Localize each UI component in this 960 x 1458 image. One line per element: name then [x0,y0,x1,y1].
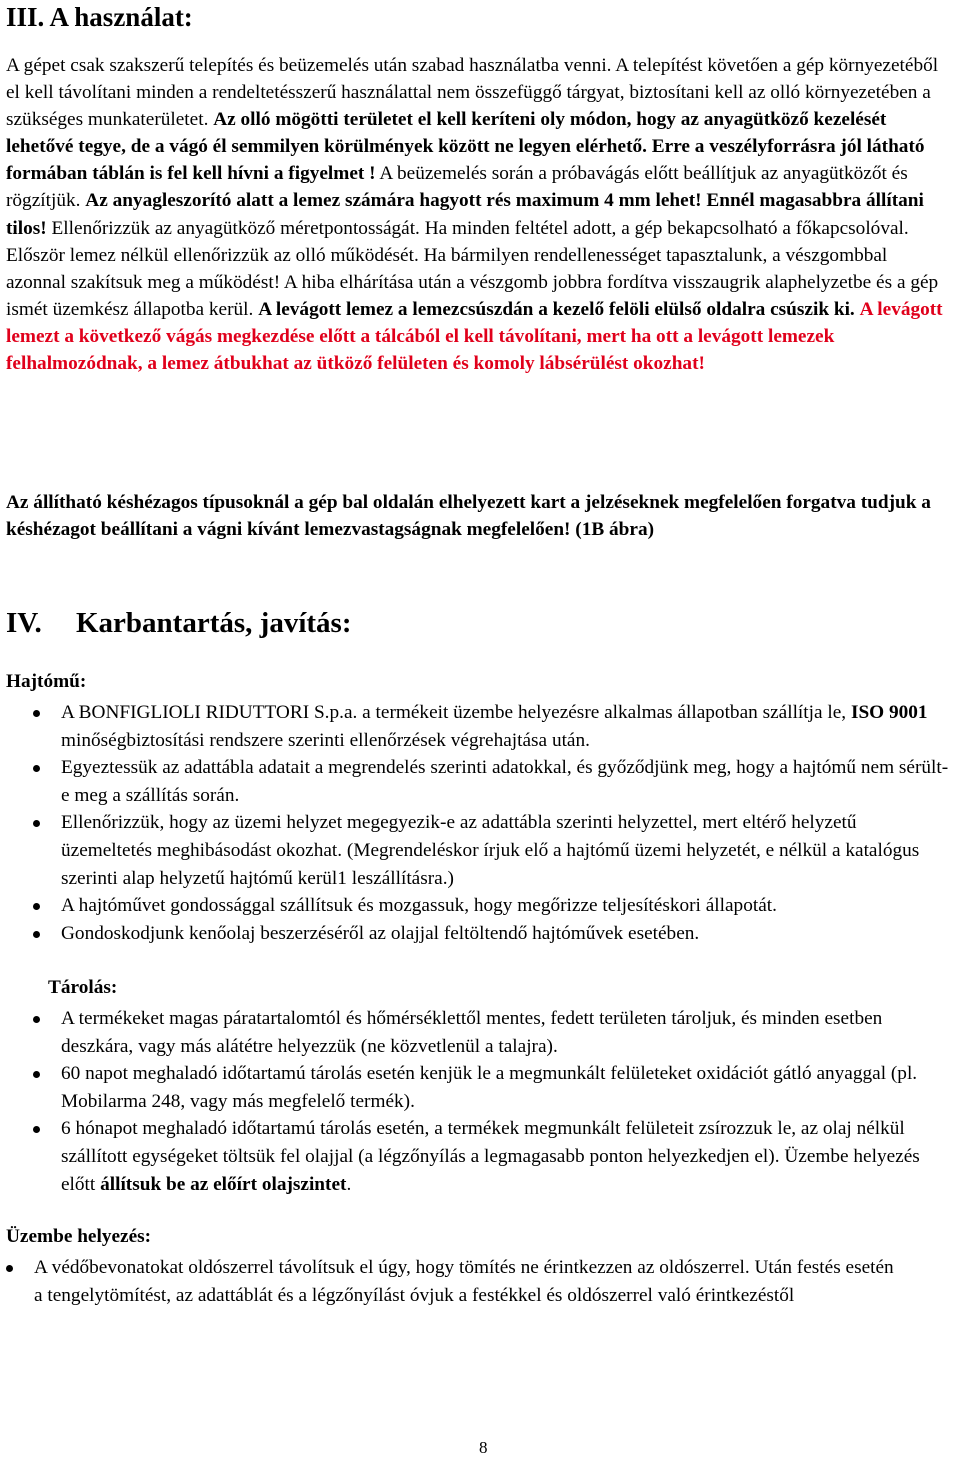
list-item [6,809,952,892]
list-item-text: A védőbevonatokat oldószerrel távolítsuk el úgy, hogy tömítés ne érintkezzen az oldószerrel. Után festés esetén a tengelytömítést, az adattáblát és a légzőnyílást óvjuk a festékkel és oldószerrel való érintkezéstől [34,1257,894,1306]
list-item-text: minőségbiztosítási rendszere szerinti ellenőrzések végrehajtása után. [61,729,590,751]
list-item-text: . [346,1173,352,1195]
list-item-text: 60 napot meghaladó időtartamú tárolás esetén kenjük le a megmunkált felületeket oxidációt gátló anyaggal (pl. Mobilarma 248, vagy más megfelelő termék). [61,1063,918,1112]
blade-gap-paragraph: Az állítható késhézagos típusoknál a gép bal oldalán elhelyezett kart a jelzéseknek megfelelően forgatva tudjuk a késhézagot beállítani a vágni kívánt lemezvastagságnak megfelelően! (1B ábra) [6,492,931,541]
usage-paragraph [6,52,952,377]
list-item-text: Egyeztessük az adattábla adatait a megrendelés szerinti adatokkal, és győződjünk meg, hogy a hajtómű nem sérült-e meg a szállítás során. [61,757,949,806]
bullet-icon [33,710,40,717]
section-4-heading [6,607,351,640]
list-item-text: Ellenőrizzük, hogy az üzemi helyzet megegyezik-e az adattábla szerinti helyzettel, mert eltérő helyzetű üzemeltetés meghibásodást okozhat. (Megrendeléskor írjuk elő a hajtómű üzemi helyzetét, e nélkül a katalógus szerinti alap helyzetű hajtómű kerül1 leszállításra.) [61,812,920,889]
list-item-text: A BONFIGLIOLI RIDUTTORI S.p.a. a termékeit üzembe helyezésre alkalmas állapotban szállítja le, [61,702,851,723]
list-item [0,1254,897,1309]
list-item [6,1005,952,1060]
storage-heading: Tárolás: [48,977,118,998]
section-3-heading: III. A használat: [6,2,193,32]
bullet-icon [6,1265,13,1272]
commissioning-heading: Üzembe helyezés: [6,1226,152,1247]
bullet-icon [33,765,40,772]
list-item [6,920,952,948]
test-cut-sentence: A beüzemelés során a próbavágás előtt beállítjuk az anyagütközőt és rögzítjük. [6,163,908,212]
operation-check-sentence: Ellenőrizzük az anyagütköző méretpontosságát. Ha minden feltétel adott, a gép bekapcsolható a főkapcsolóval. Először lemez nélkül ellenőrizzük az olló működését. Ha bármilyen rendellenességet tapasztalunk, a vészgombbal azonnal szakítsuk meg a működést! A hiba elhárítása után a vészgomb jobbra fordítva visszaugrik alaphelyzetbe és a gép ismét üzemkész állapotba kerül. [6,217,939,320]
fence-warning: Az olló mögötti területet el kell keríteni oly módon, hogy az anyagütköző kezelését lehetővé tegye, de a vágó él semmilyen körülmények között ne legyen elérhető. [6,109,887,158]
sign-warning: Erre a veszélyforrásra jól látható formában táblán is fel kell hívni a figyelmet ! [6,136,925,185]
list-item-text: 6 hónapot meghaladó időtartamú tárolás esetén, a termékek megmunkált felületeit zsírozzuk le, az olaj nélkül szállított egységeket töltsük fel olajjal (a légzőnyílás a legmagasabb ponton helyezkedjen el). Üzembe helyezés előtt [61,1118,920,1195]
list-item-text: A hajtóművet gondossággal szállítsuk és mozgassuk, hogy megőrizze teljesítéskori állapotát. [61,895,777,917]
page-number: 8 [479,1438,488,1457]
storage-list [6,1005,952,1198]
iso-standard: ISO 9001 [850,702,928,723]
list-item [6,1115,952,1198]
gearbox-heading: Hajtómű: [6,671,87,692]
list-item [6,699,952,754]
commissioning-list [0,1254,897,1309]
bullet-icon [33,903,40,910]
list-item [6,892,952,920]
list-item [6,1060,952,1115]
list-item-text: Gondoskodjunk kenőolaj beszerzéséről az olajjal feltöltendő hajtóművek esetében. [61,922,700,944]
gearbox-list [6,699,952,947]
bullet-icon [33,1126,40,1133]
section-4-title: Karbantartás, javítás: [76,607,352,639]
gap-warning: Az anyagleszorító alatt a lemez számára hagyott rés maximum 4 mm lehet! Ennél magasabbra állítani tilos! [6,190,924,239]
oil-level-instruction: állítsuk be az előírt olajszintet [100,1173,347,1195]
list-item [6,754,952,809]
bullet-icon [33,1071,40,1078]
bullet-icon [33,1016,40,1023]
section-4-number: IV. [6,607,42,639]
bullet-icon [33,931,40,938]
bullet-icon [33,820,40,827]
usage-sentence-1: A gépet csak szakszerű telepítés és beüzemelés után szabad használatba venni. A telepítést követően a gép környezetéből el kell távolítani minden a rendeltetésszerű használattal nem összefüggő tárgyat, biztosítani kell az olló környezetében a szükséges munkaterületet. [6,55,939,131]
chute-sentence: A levágott lemez a lemezcsúszdán a kezelő felöli elülső oldalra csúszik ki. [258,298,855,320]
list-item-text: A termékeket magas páratartalomtól és hőmérséklettől mentes, fedett területen tároljuk, és minden esetben deszkára, vagy más alátétre helyezzük (ne közvetlenül a talajra). [61,1008,883,1057]
injury-warning: A levágott lemezt a következő vágás megkezdése előtt a tálcából el kell távolítani, mert ha ott a levágott lemezek felhalmozódnak, a lemez átbukhat az ütköző felületen és komoly lábsérülést okozhat! [6,298,943,375]
